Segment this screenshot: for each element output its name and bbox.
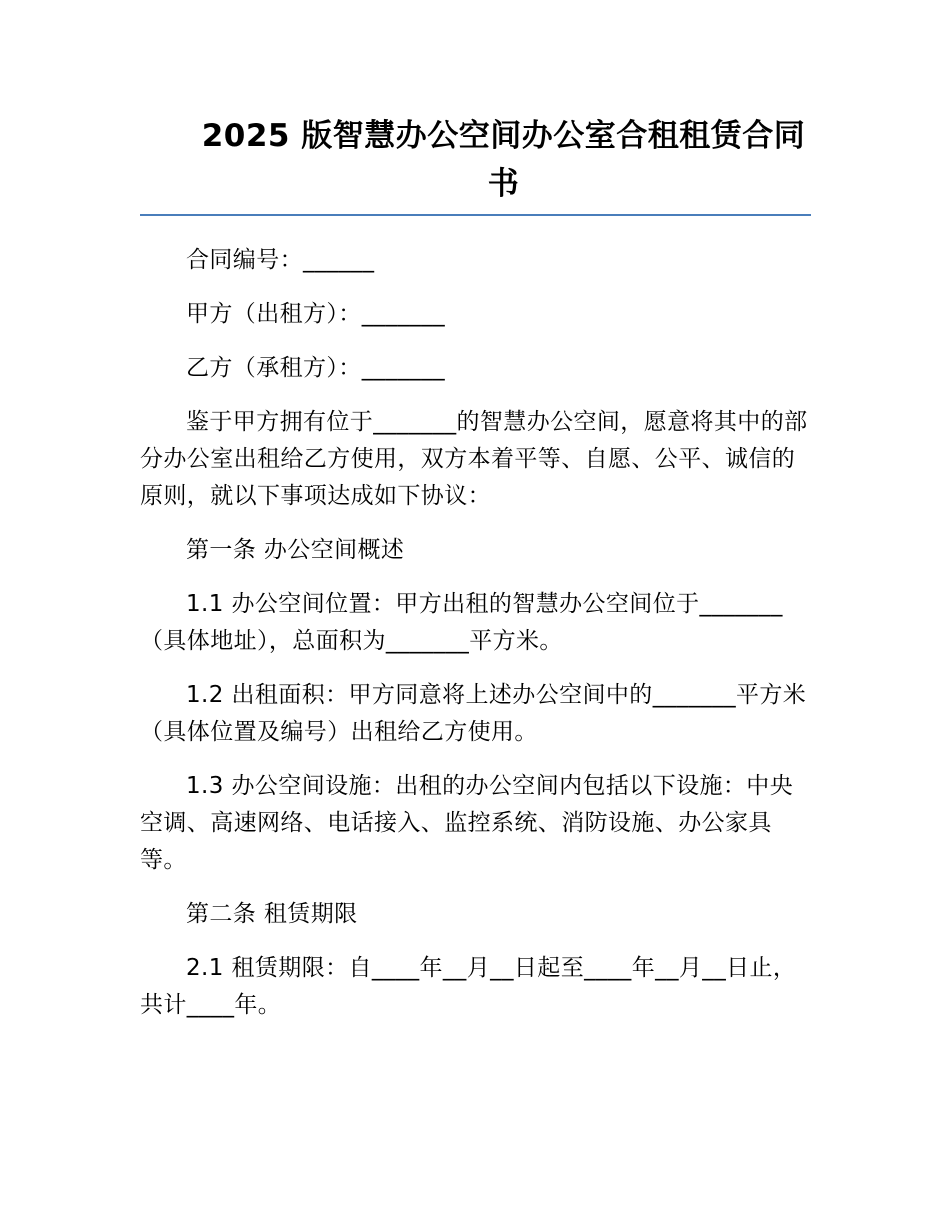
- document-page: [140, 112, 811, 1041]
- clause-1-1: 1.1 办公空间位置：甲方出租的智慧办公空间位于_______（具体地址），总面积为_______平方米。: [140, 591, 783, 654]
- party-b-line: 乙方（承租方）：_______: [186, 355, 445, 381]
- preamble-paragraph: 鉴于甲方拥有位于_______的智慧办公空间，愿意将其中的部分办公室出租给乙方使用，双方本着平等、自愿、公平、诚信的原则，就以下事项达成如下协议：: [140, 409, 808, 509]
- clause-1-3: 1.3 办公空间设施：出租的办公空间内包括以下设施：中央空调、高速网络、电话接入、监控系统、消防设施、办公家具等。: [140, 773, 794, 873]
- clause-2-1: 2.1 租赁期限：自____年__月__日起至____年__月__日止，共计____年。: [140, 955, 797, 1018]
- clause-1-2: 1.2 出租面积：甲方同意将上述办公空间中的_______平方米（具体位置及编号）出租给乙方使用。: [140, 682, 807, 745]
- article-1-heading: 第一条 办公空间概述: [186, 537, 405, 563]
- document-body: [140, 242, 811, 1024]
- party-a-line: 甲方（出租方）：_______: [186, 301, 445, 327]
- document-title: 2025 版智慧办公空间办公室合租租赁合同书: [201, 118, 806, 202]
- contract-number-line: 合同编号：______: [186, 247, 375, 273]
- article-2-heading: 第二条 租赁期限: [186, 901, 358, 927]
- title-divider: [140, 214, 811, 216]
